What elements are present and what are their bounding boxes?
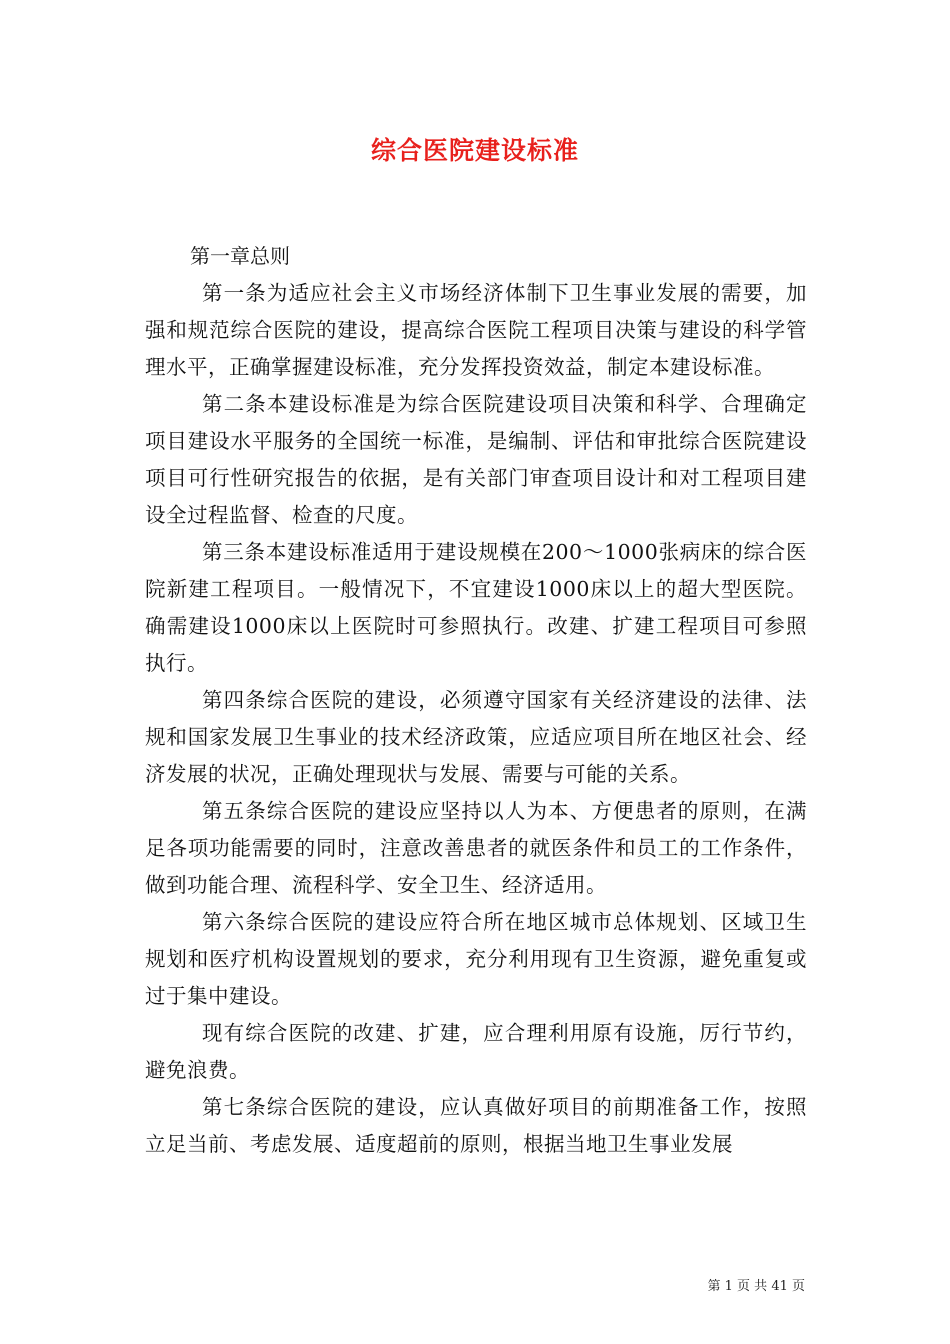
paragraph-article-1: 第一条为适应社会主义市场经济体制下卫生事业发展的需要，加强和规范综合医院的建设，提高综合医院工程项目决策与建设的科学管理水平，正确掌握建设标准，充分发挥投资效益，制定本建设标准。 bbox=[145, 281, 807, 379]
paragraph-article-2: 第二条本建设标准是为综合医院建设项目决策和科学、合理确定项目建设水平服务的全国统一标准，是编制、评估和审批综合医院建设项目可行性研究报告的依据，是有关部门审查项目设计和对工程项目建设全过程监督、检查的尺度。 bbox=[145, 392, 807, 527]
document-body bbox=[145, 238, 807, 1163]
document-title: 综合医院建设标准 bbox=[370, 136, 579, 165]
page-number: 第 1 页 共 41 页 bbox=[707, 1279, 805, 1294]
paragraph-article-7: 第七条综合医院的建设，应认真做好项目的前期准备工作，按照立足当前、考虑发展、适度超前的原则，根据当地卫生事业发展 bbox=[145, 1095, 807, 1156]
paragraph-article-3: 第三条本建设标准适用于建设规模在200～1000张病床的综合医院新建工程项目。一般情况下，不宜建设1000床以上的超大型医院。确需建设1000床以上医院时可参照执行。改建、扩建工程项目可参照执行。 bbox=[145, 540, 807, 675]
paragraph-article-6-note: 现有综合医院的改建、扩建，应合理利用原有设施，厉行节约，避免浪费。 bbox=[145, 1021, 807, 1082]
paragraph-article-5: 第五条综合医院的建设应坚持以人为本、方便患者的原则，在满足各项功能需要的同时，注意改善患者的就医条件和员工的工作条件，做到功能合理、流程科学、安全卫生、经济适用。 bbox=[145, 799, 807, 897]
paragraph-article-6: 第六条综合医院的建设应符合所在地区城市总体规划、区域卫生规划和医疗机构设置规划的要求，充分利用现有卫生资源，避免重复或过于集中建设。 bbox=[145, 910, 807, 1008]
paragraph-article-4: 第四条综合医院的建设，必须遵守国家有关经济建设的法律、法规和国家发展卫生事业的技术经济政策，应适应项目所在地区社会、经济发展的状况，正确处理现状与发展、需要与可能的关系。 bbox=[145, 688, 807, 786]
chapter-heading: 第一章总则 bbox=[190, 244, 290, 268]
